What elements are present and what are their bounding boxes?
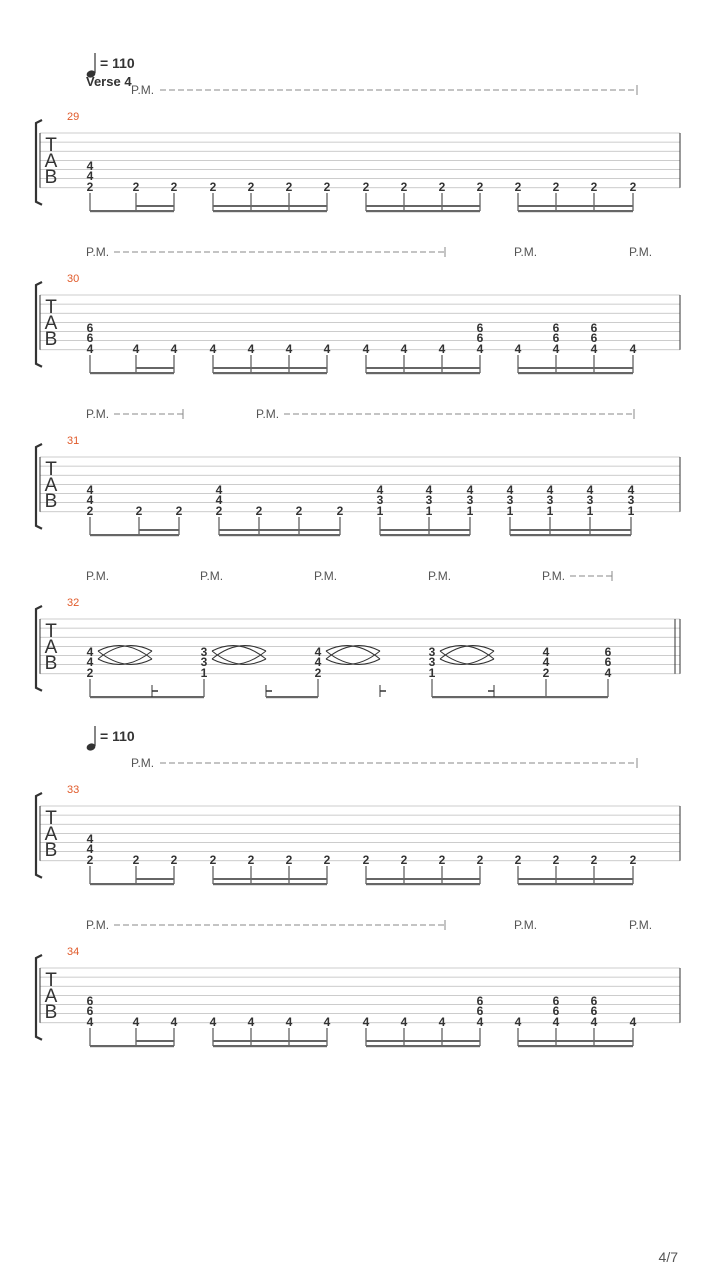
fret-number: 2: [135, 504, 143, 518]
beam-stub: [266, 690, 272, 692]
fret-number: 1: [466, 504, 474, 518]
beam-secondary: [366, 367, 480, 369]
tab-clef-letter: A: [44, 637, 58, 658]
fret-number: 4: [376, 483, 384, 497]
fret-number: 4: [132, 342, 140, 356]
fret-number: 1: [200, 666, 208, 680]
fret-number: 3: [466, 493, 474, 507]
fret-number: 4: [209, 342, 217, 356]
tempo-marking: = 110: [100, 728, 135, 744]
fret-number: 4: [86, 1015, 94, 1029]
beam: [90, 210, 174, 212]
beam-stub: [488, 690, 494, 692]
tab-clef-letter: B: [44, 840, 58, 861]
beam-secondary: [518, 1040, 633, 1042]
fret-number: 2: [132, 180, 140, 194]
fret-number: 4: [170, 342, 178, 356]
fret-number: 3: [428, 655, 436, 669]
fret-number: 6: [86, 331, 94, 345]
fret-number: 2: [295, 504, 303, 518]
tab-clef-letter: T: [45, 621, 57, 642]
fret-number: 2: [629, 853, 637, 867]
fret-number: 2: [590, 853, 598, 867]
tab-clef-letter: T: [45, 135, 57, 156]
fret-number: 1: [376, 504, 384, 518]
fret-number: 2: [590, 180, 598, 194]
beam-stub: [152, 690, 158, 692]
beam: [518, 372, 633, 374]
fret-number: 6: [590, 1004, 598, 1018]
fret-number: 4: [314, 645, 322, 659]
fret-number: 1: [506, 504, 514, 518]
fret-number: 2: [514, 853, 522, 867]
fret-number: 4: [514, 342, 522, 356]
fret-number: 4: [170, 1015, 178, 1029]
beam: [90, 534, 179, 536]
fret-number: 2: [215, 504, 223, 518]
fret-number: 6: [552, 994, 560, 1008]
palm-mute-label: P.M.: [86, 569, 110, 583]
fret-number: 3: [200, 655, 208, 669]
fret-number: 4: [476, 342, 484, 356]
fret-number: 4: [86, 842, 94, 856]
fret-number: 3: [200, 645, 208, 659]
tab-clef-letter: T: [45, 808, 57, 829]
fret-number: 1: [586, 504, 594, 518]
fret-number: 4: [247, 1015, 255, 1029]
beam: [518, 210, 633, 212]
palm-mute-label: P.M.: [86, 245, 110, 259]
fret-number: 2: [323, 180, 331, 194]
fret-number: 2: [170, 853, 178, 867]
beam-secondary: [213, 205, 327, 207]
beam: [213, 883, 327, 885]
beam: [380, 534, 470, 536]
tab-clef-letter: A: [44, 824, 58, 845]
beam: [213, 210, 327, 212]
fret-number: 4: [132, 1015, 140, 1029]
fret-number: 4: [247, 342, 255, 356]
fret-number: 2: [285, 853, 293, 867]
fret-number: 4: [86, 159, 94, 173]
palm-mute-label: P.M.: [428, 569, 452, 583]
fret-number: 4: [323, 1015, 331, 1029]
fret-number: 2: [255, 504, 263, 518]
beam: [518, 883, 633, 885]
fret-number: 1: [428, 666, 436, 680]
fret-number: 2: [86, 853, 94, 867]
fret-number: 6: [86, 994, 94, 1008]
palm-mute-label: P.M.: [314, 569, 338, 583]
beam-secondary: [213, 878, 327, 880]
beam: [366, 372, 480, 374]
tab-clef-letter: A: [44, 151, 58, 172]
fret-number: 4: [552, 342, 560, 356]
fret-number: 2: [323, 853, 331, 867]
fret-number: 2: [438, 180, 446, 194]
tab-clef-letter: B: [44, 1002, 58, 1023]
beam: [366, 210, 480, 212]
beam: [90, 883, 174, 885]
fret-number: 2: [629, 180, 637, 194]
fret-number: 6: [476, 994, 484, 1008]
beam-secondary: [139, 529, 179, 531]
beam-secondary: [213, 1040, 327, 1042]
fret-number: 2: [209, 853, 217, 867]
fret-number: 2: [336, 504, 344, 518]
measure-number: 32: [67, 597, 80, 609]
tab-clef-letter: A: [44, 475, 58, 496]
fret-number: 3: [376, 493, 384, 507]
beam: [518, 1045, 633, 1047]
fret-number: 3: [546, 493, 554, 507]
fret-number: 4: [400, 1015, 408, 1029]
fret-number: 4: [438, 342, 446, 356]
palm-mute-label: P.M.: [131, 83, 155, 97]
fret-number: 4: [285, 342, 293, 356]
palm-mute-label: P.M.: [629, 245, 653, 259]
fret-number: 2: [514, 180, 522, 194]
fret-number: 6: [604, 645, 612, 659]
fret-number: 4: [314, 655, 322, 669]
fret-number: 6: [590, 331, 598, 345]
measure-number: 34: [67, 946, 80, 958]
beam: [266, 696, 318, 698]
beam-secondary: [518, 367, 633, 369]
fret-number: 4: [86, 483, 94, 497]
fret-number: 4: [86, 645, 94, 659]
beam-secondary: [518, 878, 633, 880]
fret-number: 2: [285, 180, 293, 194]
fret-number: 4: [215, 493, 223, 507]
beam-secondary: [136, 878, 174, 880]
beam-secondary: [380, 529, 470, 531]
beam-secondary: [366, 878, 480, 880]
beam: [90, 696, 204, 698]
palm-mute-label: P.M.: [542, 569, 566, 583]
tab-clef-letter: T: [45, 459, 57, 480]
measure-number: 31: [67, 435, 80, 447]
fret-number: 4: [552, 1015, 560, 1029]
beam-secondary: [136, 205, 174, 207]
beam: [213, 1045, 327, 1047]
fret-number: 6: [604, 655, 612, 669]
fret-number: 6: [86, 321, 94, 335]
fret-number: 4: [542, 655, 550, 669]
fret-number: 6: [476, 1004, 484, 1018]
fret-number: 4: [323, 342, 331, 356]
fret-number: 4: [400, 342, 408, 356]
measure-number: 30: [67, 273, 80, 285]
fret-number: 4: [546, 483, 554, 497]
tab-clef-letter: B: [44, 491, 58, 512]
fret-number: 4: [466, 483, 474, 497]
fret-number: 3: [425, 493, 433, 507]
beam-secondary: [136, 367, 174, 369]
beam: [90, 1045, 174, 1047]
fret-number: 6: [86, 1004, 94, 1018]
fret-number: 4: [425, 483, 433, 497]
fret-number: 1: [425, 504, 433, 518]
fret-number: 2: [476, 180, 484, 194]
tab-clef-letter: B: [44, 653, 58, 674]
beam: [366, 883, 480, 885]
fret-number: 4: [209, 1015, 217, 1029]
fret-number: 4: [629, 342, 637, 356]
fret-number: 2: [362, 853, 370, 867]
fret-number: 4: [362, 1015, 370, 1029]
fret-number: 3: [627, 493, 635, 507]
fret-number: 1: [627, 504, 635, 518]
fret-number: 2: [170, 180, 178, 194]
fret-number: 4: [590, 342, 598, 356]
beam-secondary: [136, 1040, 174, 1042]
beam: [432, 696, 546, 698]
fret-number: 6: [476, 331, 484, 345]
tab-clef-letter: A: [44, 313, 58, 334]
fret-number: 4: [86, 832, 94, 846]
fret-number: 2: [247, 853, 255, 867]
fret-number: 3: [506, 493, 514, 507]
fret-number: 4: [285, 1015, 293, 1029]
fret-number: 4: [627, 483, 635, 497]
beam: [366, 1045, 480, 1047]
tab-clef-letter: B: [44, 167, 58, 188]
fret-number: 2: [542, 666, 550, 680]
beam: [510, 534, 631, 536]
palm-mute-label: P.M.: [86, 918, 110, 932]
fret-number: 6: [590, 321, 598, 335]
fret-number: 2: [209, 180, 217, 194]
beam-stub: [380, 690, 386, 692]
fret-number: 2: [314, 666, 322, 680]
section-label: Verse 4: [86, 74, 132, 89]
fret-number: 4: [86, 493, 94, 507]
tab-clef-letter: T: [45, 297, 57, 318]
fret-number: 3: [428, 645, 436, 659]
beam-secondary: [219, 529, 340, 531]
fret-number: 2: [86, 666, 94, 680]
fret-number: 2: [476, 853, 484, 867]
tab-clef-letter: B: [44, 329, 58, 350]
fret-number: 2: [552, 180, 560, 194]
fret-number: 2: [175, 504, 183, 518]
fret-number: 4: [86, 342, 94, 356]
beam-secondary: [510, 529, 631, 531]
fret-number: 4: [586, 483, 594, 497]
fret-number: 4: [629, 1015, 637, 1029]
fret-number: 2: [552, 853, 560, 867]
fret-number: 6: [552, 331, 560, 345]
fret-number: 4: [86, 169, 94, 183]
tab-clef-letter: T: [45, 970, 57, 991]
fret-number: 4: [542, 645, 550, 659]
measure-number: 29: [67, 111, 80, 123]
palm-mute-label: P.M.: [514, 245, 538, 259]
fret-number: 4: [86, 655, 94, 669]
fret-number: 6: [552, 1004, 560, 1018]
tab-clef-letter: A: [44, 986, 58, 1007]
fret-number: 6: [552, 321, 560, 335]
palm-mute-label: P.M.: [200, 569, 224, 583]
beam: [219, 534, 340, 536]
fret-number: 4: [438, 1015, 446, 1029]
fret-number: 6: [476, 321, 484, 335]
fret-number: 1: [546, 504, 554, 518]
fret-number: 2: [86, 504, 94, 518]
fret-number: 4: [514, 1015, 522, 1029]
fret-number: 2: [86, 180, 94, 194]
beam: [213, 372, 327, 374]
beam-secondary: [518, 205, 633, 207]
fret-number: 4: [604, 666, 612, 680]
fret-number: 2: [132, 853, 140, 867]
fret-number: 4: [362, 342, 370, 356]
fret-number: 2: [400, 180, 408, 194]
palm-mute-label: P.M.: [256, 407, 280, 421]
page-number: 4/7: [658, 1249, 678, 1265]
fret-number: 2: [362, 180, 370, 194]
tempo-marking: = 110: [100, 55, 135, 71]
fret-number: 4: [215, 483, 223, 497]
beam-secondary: [366, 1040, 480, 1042]
beam-secondary: [366, 205, 480, 207]
fret-number: 6: [590, 994, 598, 1008]
beam: [90, 372, 174, 374]
palm-mute-label: P.M.: [629, 918, 653, 932]
palm-mute-label: P.M.: [514, 918, 538, 932]
fret-number: 2: [247, 180, 255, 194]
fret-number: 2: [400, 853, 408, 867]
beam: [546, 696, 608, 698]
palm-mute-label: P.M.: [131, 756, 155, 770]
fret-number: 2: [438, 853, 446, 867]
fret-number: 3: [586, 493, 594, 507]
fret-number: 4: [476, 1015, 484, 1029]
fret-number: 4: [506, 483, 514, 497]
palm-mute-label: P.M.: [86, 407, 110, 421]
fret-number: 4: [590, 1015, 598, 1029]
measure-number: 33: [67, 784, 80, 796]
beam-secondary: [213, 367, 327, 369]
